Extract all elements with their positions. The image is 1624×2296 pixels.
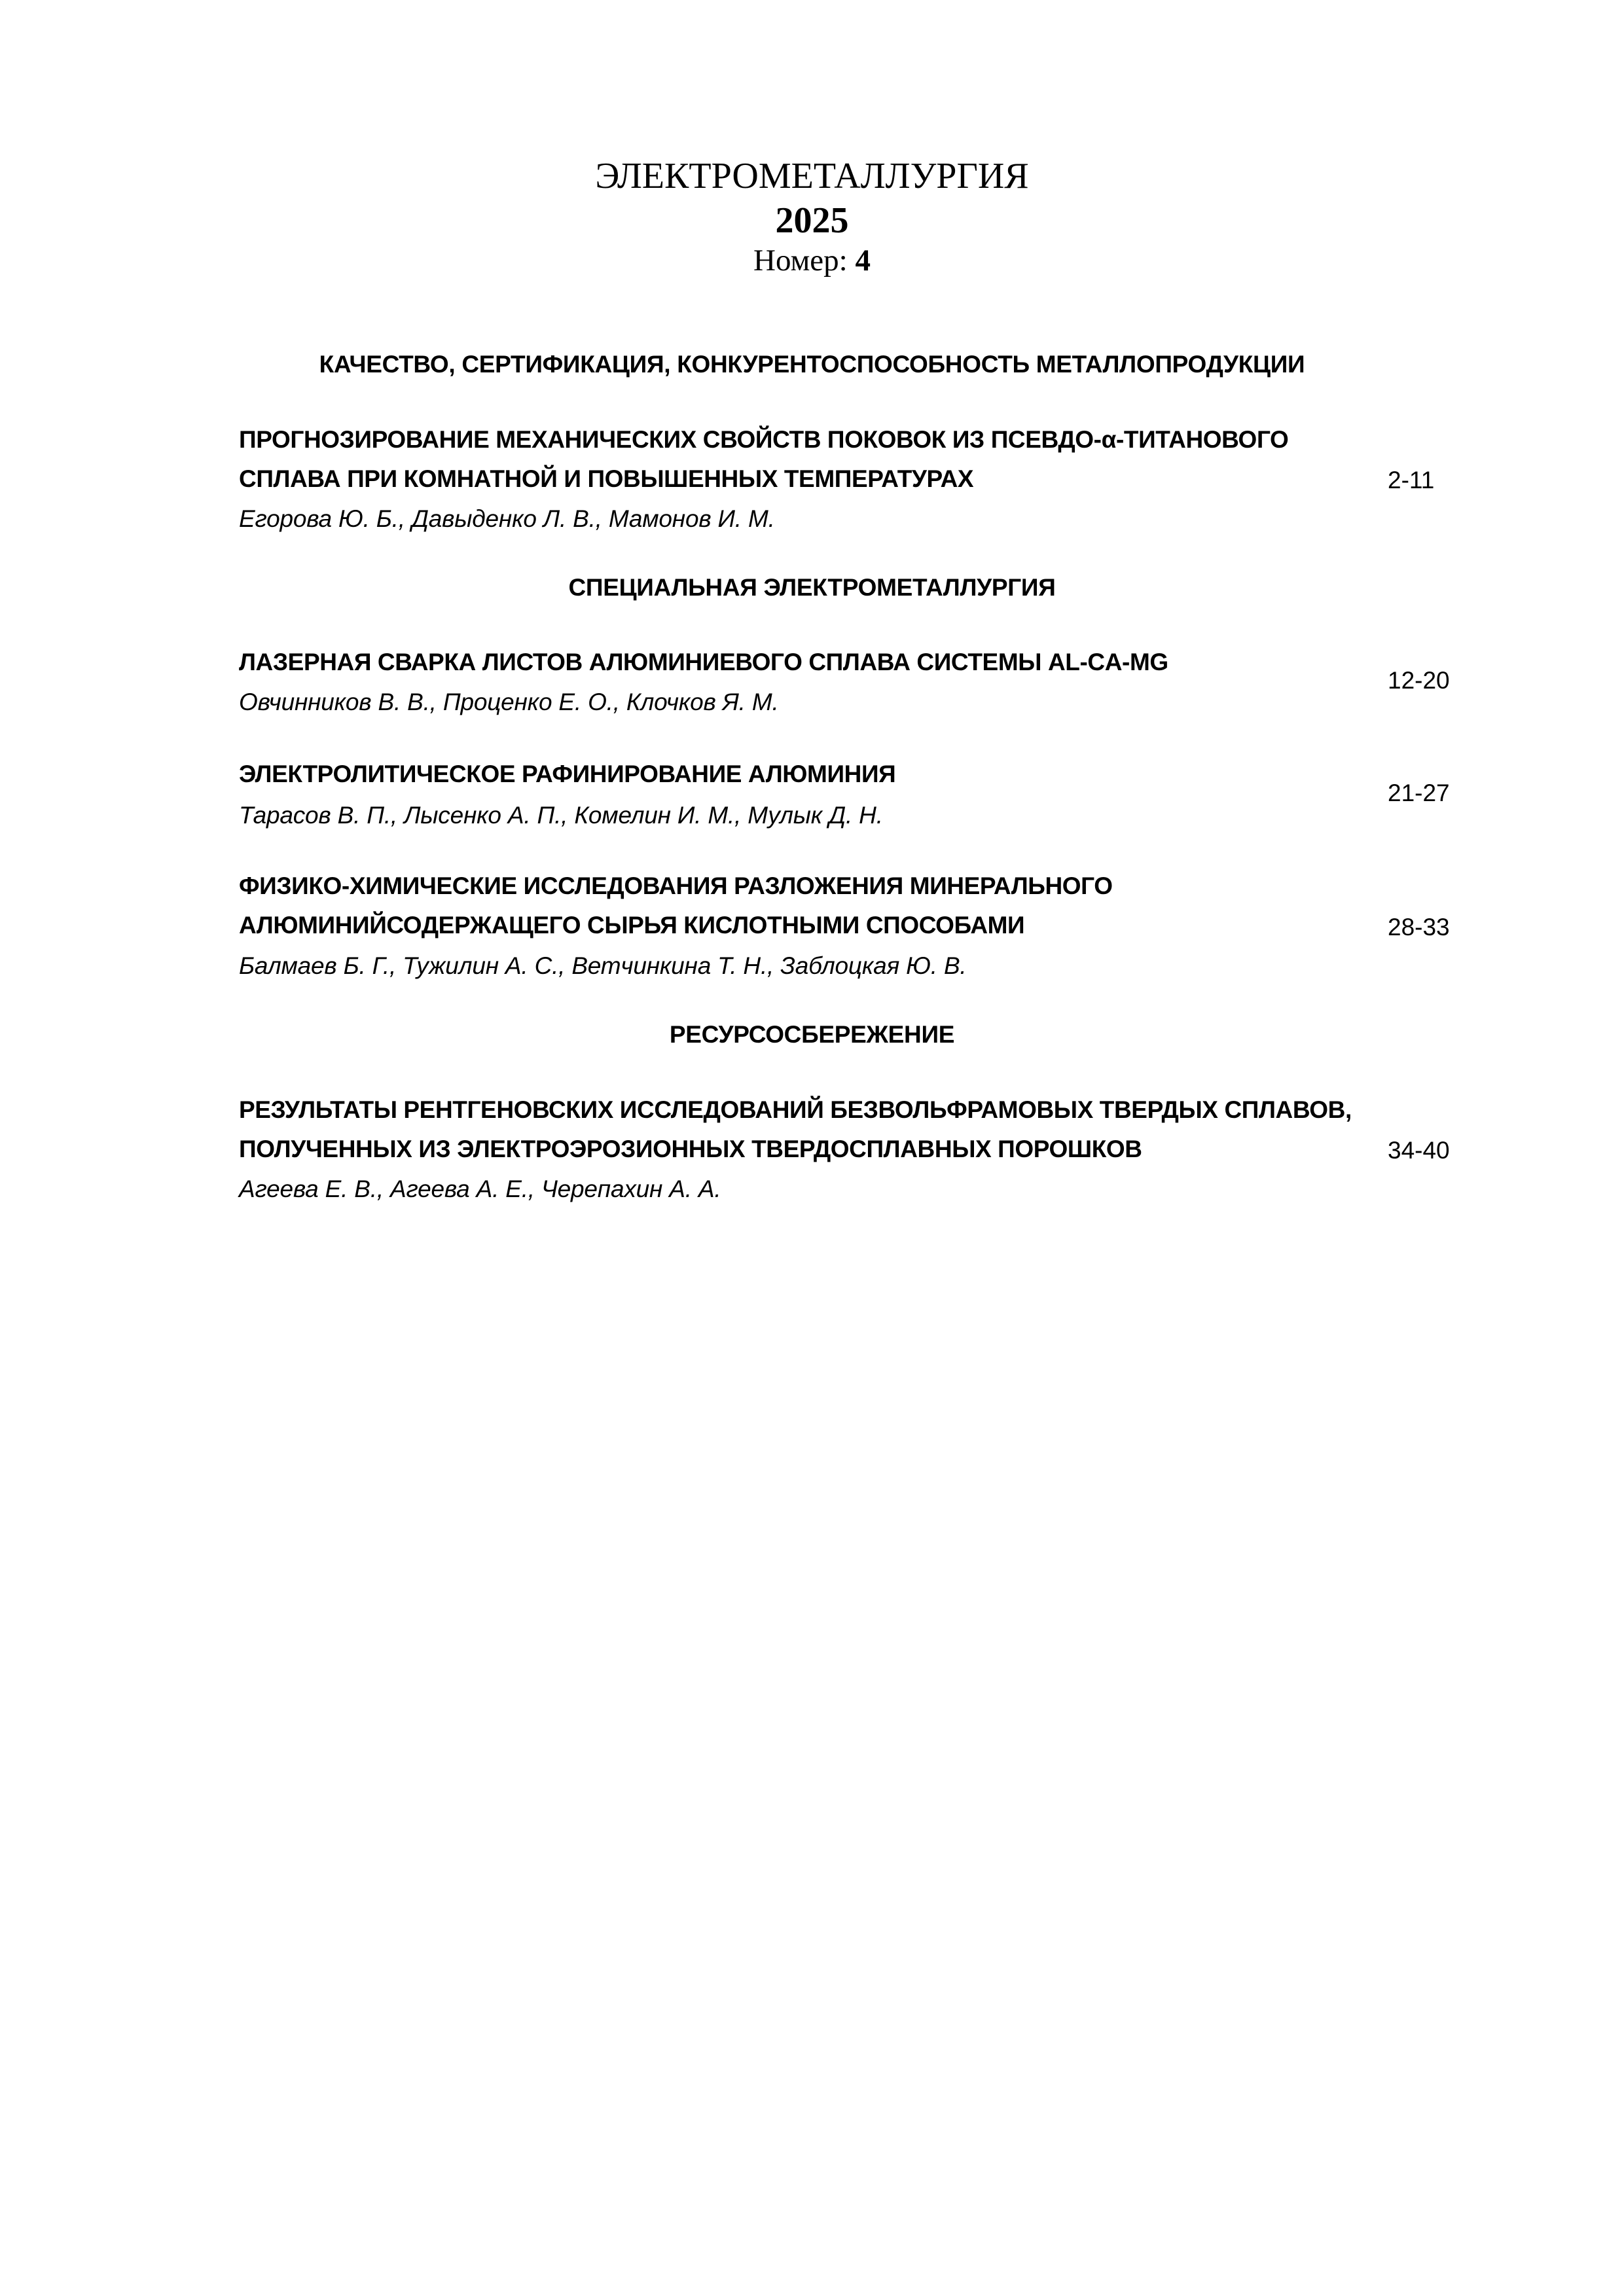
article-pages: 21-27 (1388, 780, 1450, 806)
article-title[interactable]: РЕЗУЛЬТАТЫ РЕНТГЕНОВСКИХ ИССЛЕДОВАНИЙ БЕЗВОЛЬФРАМОВЫХ ТВЕРДЫХ СПЛАВОВ, ПОЛУЧЕННЫХ ИЗ ЭЛЕКТРОЭРОЗИОННЫХ ТВЕРДОСПЛАВНЫХ ПОРОШКОВ (239, 1096, 1352, 1162)
article-authors: Агеева Е. В., Агеева А. Е., Черепахин А. А. (239, 1175, 721, 1202)
article-authors: Егорова Ю. Б., Давыденко Л. В., Мамонов И. М. (239, 505, 775, 532)
issue-number: 4 (855, 243, 871, 278)
journal-issue (0, 241, 1624, 280)
article-title[interactable]: ЛАЗЕРНАЯ СВАРКА ЛИСТОВ АЛЮМИНИЕВОГО СПЛАВА СИСТЕМЫ AL-CA-MG (239, 649, 1168, 675)
article-authors: Овчинников В. В., Проценко Е. О., Клочков Я. М. (239, 689, 779, 715)
article-pages: 34-40 (1388, 1137, 1450, 1164)
article-title[interactable]: ФИЗИКО-ХИМИЧЕСКИЕ ИССЛЕДОВАНИЯ РАЗЛОЖЕНИЯ МИНЕРАЛЬНОГО АЛЮМИНИЙСОДЕРЖАЩЕГО СЫРЬЯ КИСЛОТНЫМИ СПОСОБАМИ (239, 872, 1113, 939)
article-title[interactable]: ПРОГНОЗИРОВАНИЕ МЕХАНИЧЕСКИХ СВОЙСТВ ПОКОВОК ИЗ ПСЕВДО-α-ТИТАНОВОГО СПЛАВА ПРИ КОМНАТНОЙ И ПОВЫШЕННЫХ ТЕМПЕРАТУРАХ (239, 426, 1289, 492)
issue-label: Номер: (753, 243, 856, 278)
article-authors: Тарасов В. П., Лысенко А. П., Комелин И. М., Мулык Д. Н. (239, 802, 883, 829)
article-title[interactable]: ЭЛЕКТРОЛИТИЧЕСКОЕ РАФИНИРОВАНИЕ АЛЮМИНИЯ (239, 761, 896, 787)
article-pages: 12-20 (1388, 667, 1450, 694)
journal-year: 2025 (775, 200, 849, 241)
article-authors: Балмаев Б. Г., Тужилин А. С., Ветчинкина Т. Н., Заблоцкая Ю. В. (239, 952, 967, 979)
article-pages: 28-33 (1388, 914, 1450, 941)
article-pages: 2-11 (1388, 467, 1435, 493)
section-heading: СПЕЦИАЛЬНАЯ ЭЛЕКТРОМЕТАЛЛУРГИЯ (568, 574, 1056, 601)
section-heading: РЕСУРСОСБЕРЕЖЕНИЕ (669, 1021, 955, 1048)
section-heading: КАЧЕСТВО, СЕРТИФИКАЦИЯ, КОНКУРЕНТОСПОСОБНОСТЬ МЕТАЛЛОПРОДУКЦИИ (319, 351, 1305, 378)
journal-title: ЭЛЕКТРОМЕТАЛЛУРГИЯ (595, 156, 1029, 196)
